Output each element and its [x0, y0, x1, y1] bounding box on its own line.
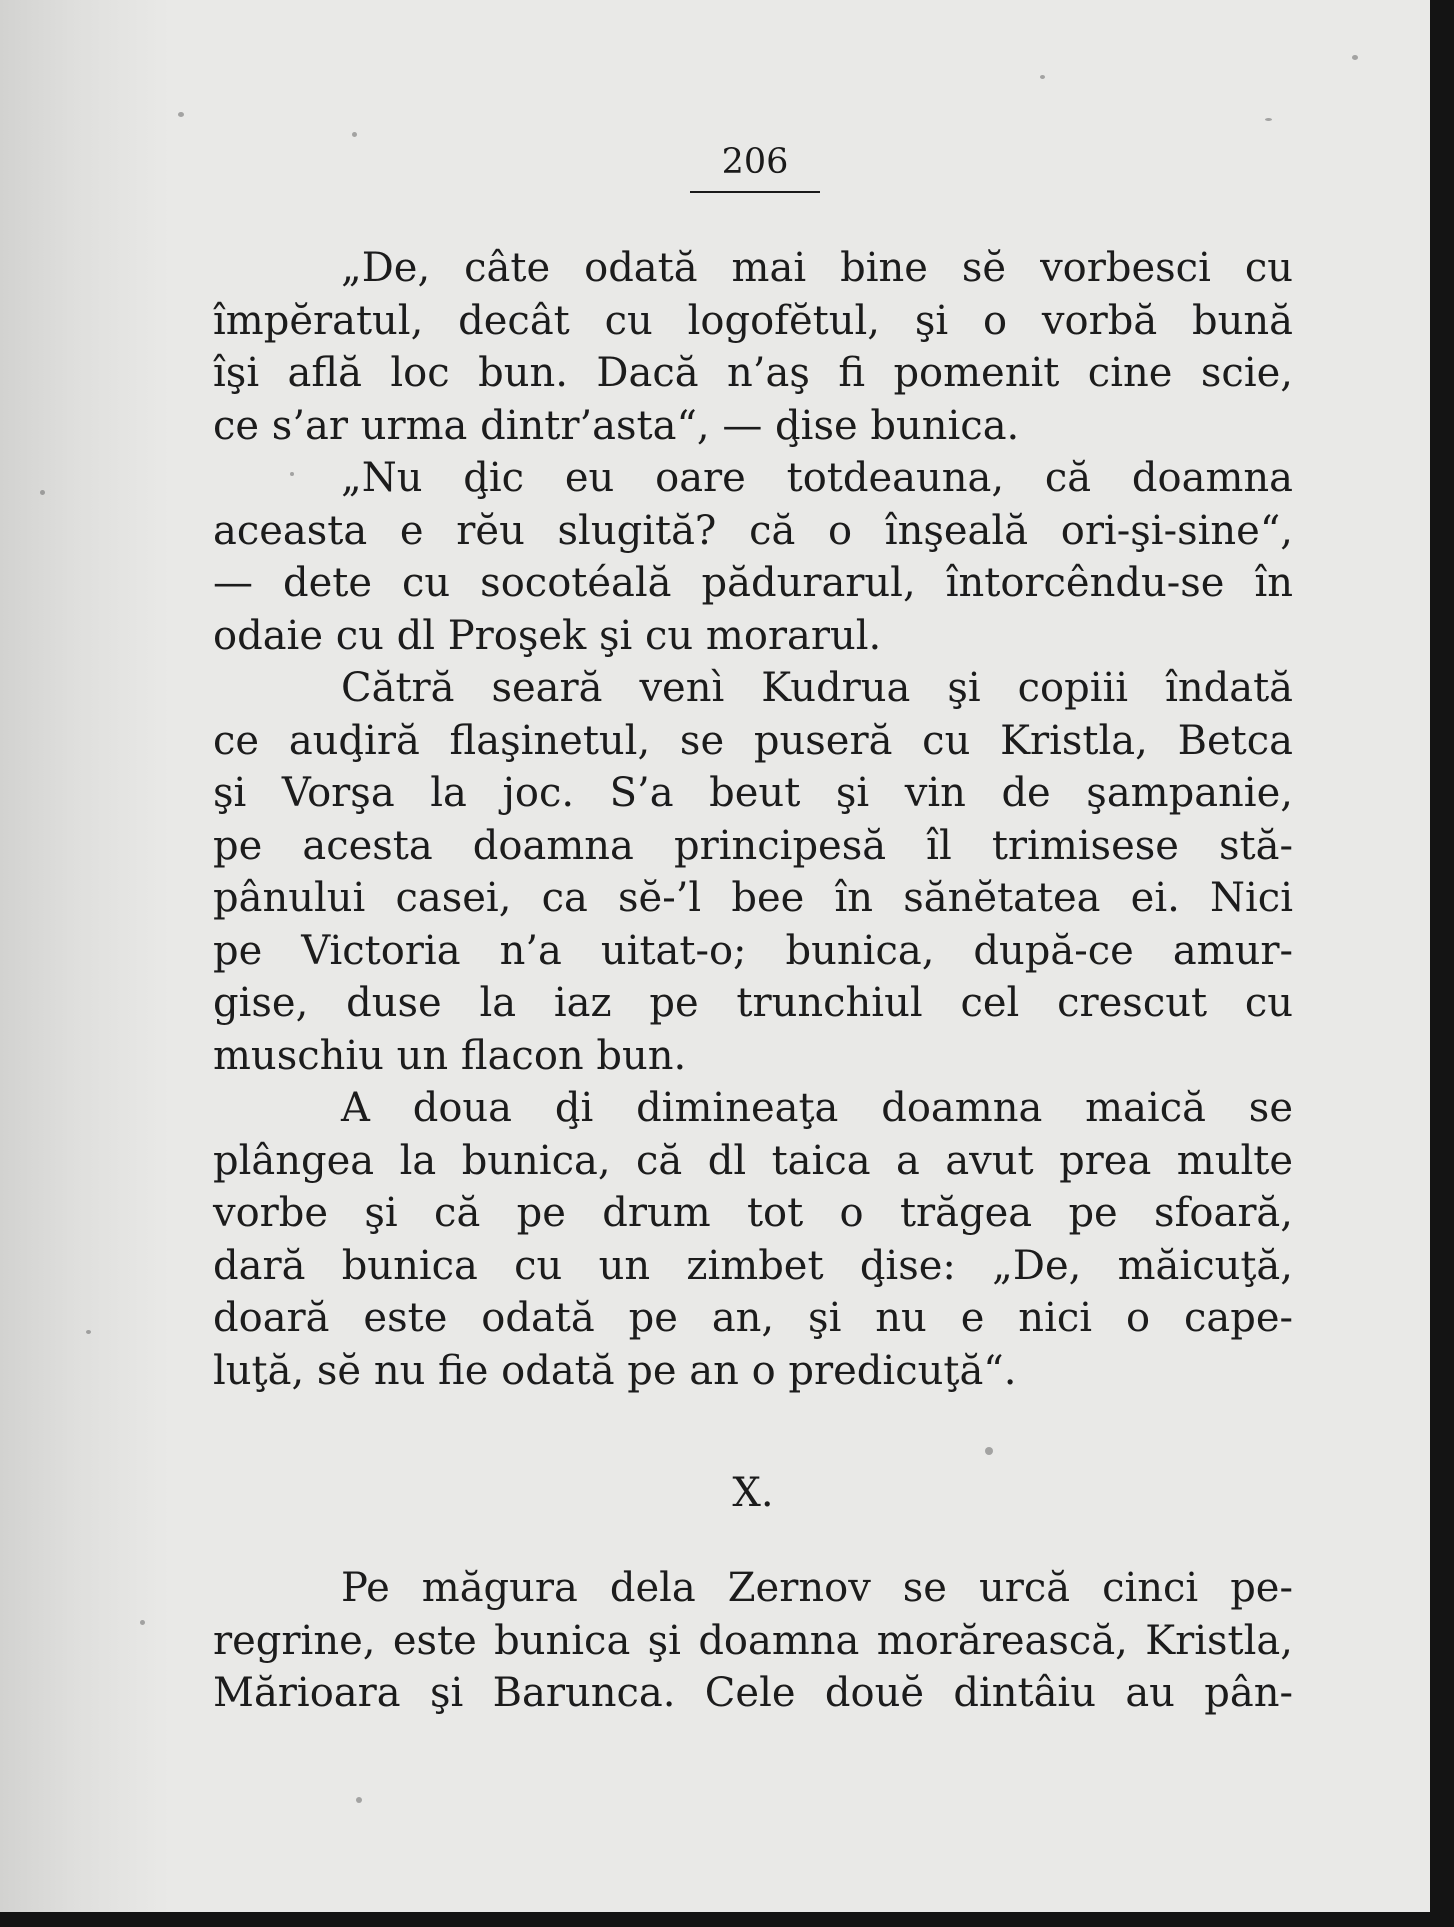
body-text: [213, 242, 1293, 1397]
text-line: aceasta e rĕu slugită? că o înşeală ori-şi-sine“,: [213, 507, 1293, 554]
page-number: 206: [721, 142, 789, 182]
scan-speck: [352, 132, 357, 137]
scan-speck: [985, 1447, 993, 1455]
scan-speck: [1040, 75, 1045, 79]
scan-speck: [86, 1330, 91, 1334]
scan-speck: [178, 112, 184, 117]
text-line: regrine, este bunica şi doamna morărească, Kristla,: [213, 1617, 1293, 1664]
scan-speck: [356, 1797, 362, 1803]
text-line: A doua ḑi dimineaţa doamna maică se: [341, 1085, 1293, 1131]
paragraph: [213, 242, 1293, 452]
text-line: pe Victoria n’a uitat-o; bunica, după-ce amur-: [213, 927, 1293, 974]
text-line: plângea la bunica, că dl taica a avut prea multe: [213, 1137, 1293, 1184]
text-line: vorbe şi că pe drum tot o trăgea pe sfoară,: [213, 1190, 1293, 1236]
scan-speck: [1265, 118, 1272, 121]
text-line: Mărioara şi Barunca. Cele douĕ dintâiu au pân-: [213, 1670, 1293, 1716]
text-line: doară este odată pe an, şi nu e nici o cape-: [213, 1295, 1293, 1341]
text-line: pe acesta doamna principesă îl trimisese stă-: [213, 822, 1293, 869]
text-line: „De, câte odată mai bine sĕ vorbesci cu: [341, 245, 1293, 291]
text-line: „Nu ḑic eu oare totdeauna, că doamna: [341, 455, 1293, 501]
text-line: luţă, sĕ nu fie odată pe an o predicuţă“.: [213, 1347, 1017, 1394]
scan-speck: [140, 1620, 145, 1625]
chapter-body-text: [213, 1562, 1293, 1720]
chapter-heading: X.: [732, 1470, 774, 1516]
text-line: muschiu un flacon bun.: [213, 1032, 687, 1079]
text-line: îşi află loc bun. Dacă n’aş fi pomenit cine scie,: [213, 350, 1293, 396]
text-line: ce auḑiră flaşinetul, se puseră cu Kristla, Betca: [213, 717, 1293, 764]
paragraph: [213, 452, 1293, 662]
text-line: — dete cu socotéală pădurarul, întorcêndu-se în: [213, 560, 1293, 606]
text-line: ce s’ar urma dintr’asta“, — ḑise bunica.: [213, 402, 1020, 449]
text-line: Pe măgura dela Zernov se urcă cinci pe-: [341, 1565, 1293, 1611]
text-line: şi Vorşa la joc. S’a beut şi vin de şampanie,: [213, 770, 1293, 816]
text-line: Cătră seară venì Kudrua şi copiii îndată: [341, 665, 1293, 711]
text-line: dară bunica cu un zimbet ḑise: „De, măicuţă,: [213, 1242, 1293, 1289]
page-edge-shadow: [0, 0, 170, 1912]
scan-speck: [1352, 55, 1358, 60]
paragraph: [213, 662, 1293, 1082]
scan-speck: [40, 490, 45, 495]
text-line: odaie cu dl Proşek şi cu morarul.: [213, 612, 882, 659]
paragraph: [213, 1082, 1293, 1397]
text-line: gise, duse la iaz pe trunchiul cel crescut cu: [213, 980, 1293, 1026]
text-line: pânului casei, ca sĕ-’l bee în sănĕtatea ei. Nici: [213, 875, 1293, 921]
text-line: împĕratul, decât cu logofĕtul, şi o vorbă bună: [213, 297, 1293, 344]
page-number-rule: [690, 191, 820, 193]
